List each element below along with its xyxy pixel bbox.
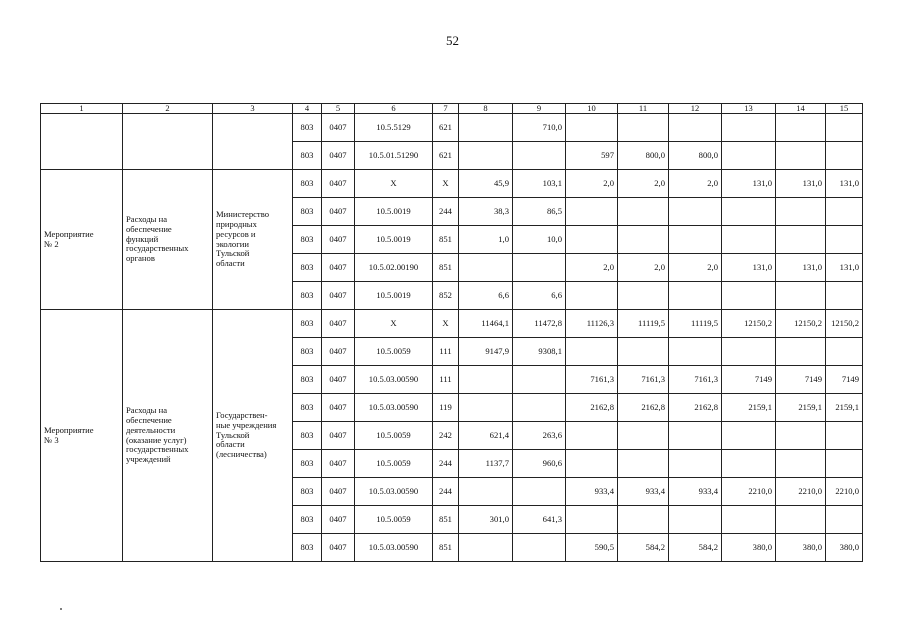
table-cell bbox=[566, 422, 618, 450]
table-cell bbox=[459, 142, 513, 170]
table-cell: 131,0 bbox=[776, 170, 826, 198]
description-cell bbox=[123, 170, 213, 310]
table-cell bbox=[513, 394, 566, 422]
table-cell bbox=[826, 506, 863, 534]
table-cell bbox=[566, 114, 618, 142]
table-cell bbox=[566, 282, 618, 310]
table-cell: 263,6 bbox=[513, 422, 566, 450]
table-cell: 803 bbox=[293, 394, 322, 422]
table-cell bbox=[669, 198, 722, 226]
table-cell: 10.5.0059 bbox=[355, 506, 433, 534]
table-cell bbox=[826, 422, 863, 450]
table-cell bbox=[618, 226, 669, 254]
table-cell: 10.5.0019 bbox=[355, 226, 433, 254]
table-cell: 851 bbox=[433, 534, 459, 562]
table-cell bbox=[513, 534, 566, 562]
executor-cell-text: Государствен- ные учреждения Тульской области (лесничества) bbox=[216, 409, 277, 460]
table-cell: 933,4 bbox=[566, 478, 618, 506]
table-cell: 2,0 bbox=[618, 170, 669, 198]
table-cell: 803 bbox=[293, 338, 322, 366]
table-cell bbox=[826, 114, 863, 142]
table-cell: 803 bbox=[293, 170, 322, 198]
table-cell: X bbox=[355, 310, 433, 338]
table-cell bbox=[513, 254, 566, 282]
table-cell: 2159,1 bbox=[722, 394, 776, 422]
table-cell: 9147,9 bbox=[459, 338, 513, 366]
table-cell: 960,6 bbox=[513, 450, 566, 478]
table-cell bbox=[722, 282, 776, 310]
table-cell: 0407 bbox=[322, 226, 355, 254]
table-cell: 2162,8 bbox=[566, 394, 618, 422]
table-cell bbox=[669, 114, 722, 142]
table-cell: 803 bbox=[293, 422, 322, 450]
table-cell: 621,4 bbox=[459, 422, 513, 450]
table-cell bbox=[826, 226, 863, 254]
column-number-3: 3 bbox=[213, 104, 293, 114]
table-cell: 1,0 bbox=[459, 226, 513, 254]
table-cell bbox=[513, 142, 566, 170]
table-cell bbox=[618, 506, 669, 534]
table-cell bbox=[566, 450, 618, 478]
table-cell bbox=[669, 338, 722, 366]
column-number-11: 11 bbox=[618, 104, 669, 114]
table-cell bbox=[776, 142, 826, 170]
table-cell: 803 bbox=[293, 114, 322, 142]
table-cell: 0407 bbox=[322, 478, 355, 506]
table-cell: 2,0 bbox=[618, 254, 669, 282]
table-cell bbox=[776, 114, 826, 142]
table-cell bbox=[722, 506, 776, 534]
table-cell: 933,4 bbox=[669, 478, 722, 506]
table-cell: 103,1 bbox=[513, 170, 566, 198]
table-cell bbox=[722, 338, 776, 366]
table-cell: 0407 bbox=[322, 366, 355, 394]
table-cell bbox=[826, 142, 863, 170]
table-cell bbox=[669, 282, 722, 310]
table-cell: 10.5.03.00590 bbox=[355, 534, 433, 562]
table-cell bbox=[776, 506, 826, 534]
table-cell: 803 bbox=[293, 282, 322, 310]
table-cell bbox=[459, 114, 513, 142]
table-cell: 244 bbox=[433, 450, 459, 478]
column-number-2: 2 bbox=[123, 104, 213, 114]
table-cell: 9308,1 bbox=[513, 338, 566, 366]
table-cell: 0407 bbox=[322, 394, 355, 422]
table-cell: 11472,8 bbox=[513, 310, 566, 338]
table-cell: 131,0 bbox=[826, 170, 863, 198]
table-cell: 11126,3 bbox=[566, 310, 618, 338]
table-cell: 11464,1 bbox=[459, 310, 513, 338]
table-cell bbox=[566, 198, 618, 226]
table-cell: 0407 bbox=[322, 170, 355, 198]
table-cell: 244 bbox=[433, 478, 459, 506]
table-cell bbox=[618, 114, 669, 142]
table-cell: 0407 bbox=[322, 338, 355, 366]
table-cell bbox=[669, 226, 722, 254]
column-number-14: 14 bbox=[776, 104, 826, 114]
event-cell bbox=[41, 170, 123, 310]
table-cell: 2,0 bbox=[669, 170, 722, 198]
table-cell: 301,0 bbox=[459, 506, 513, 534]
table-cell bbox=[618, 198, 669, 226]
table-cell: 0407 bbox=[322, 254, 355, 282]
table-cell bbox=[618, 282, 669, 310]
table-cell: 597 bbox=[566, 142, 618, 170]
table-cell bbox=[459, 534, 513, 562]
table-cell bbox=[513, 478, 566, 506]
table-row bbox=[41, 114, 863, 142]
table-cell bbox=[669, 450, 722, 478]
table-cell: 0407 bbox=[322, 198, 355, 226]
table-row bbox=[41, 310, 863, 338]
table-cell bbox=[826, 198, 863, 226]
table-cell: X bbox=[355, 170, 433, 198]
table-cell: 242 bbox=[433, 422, 459, 450]
table-cell: 7161,3 bbox=[669, 366, 722, 394]
table-cell: 800,0 bbox=[618, 142, 669, 170]
budget-table bbox=[40, 103, 863, 562]
table-cell: 851 bbox=[433, 506, 459, 534]
table-cell bbox=[722, 198, 776, 226]
column-number-4: 4 bbox=[293, 104, 322, 114]
table-cell: 0407 bbox=[322, 282, 355, 310]
table-cell bbox=[826, 450, 863, 478]
table-cell: 10.5.01.51290 bbox=[355, 142, 433, 170]
table-cell: 584,2 bbox=[618, 534, 669, 562]
table-cell: 45,9 bbox=[459, 170, 513, 198]
table-cell: 2159,1 bbox=[776, 394, 826, 422]
table-cell: 803 bbox=[293, 534, 322, 562]
table-cell: 7161,3 bbox=[566, 366, 618, 394]
table-cell: 11119,5 bbox=[669, 310, 722, 338]
table-cell: 2162,8 bbox=[618, 394, 669, 422]
column-number-6: 6 bbox=[355, 104, 433, 114]
table-cell: 2,0 bbox=[669, 254, 722, 282]
table-cell: 7161,3 bbox=[618, 366, 669, 394]
table-cell: 10.5.02.00190 bbox=[355, 254, 433, 282]
table-cell: 111 bbox=[433, 338, 459, 366]
table-cell: 851 bbox=[433, 254, 459, 282]
table-cell: 380,0 bbox=[722, 534, 776, 562]
table-cell: 0407 bbox=[322, 506, 355, 534]
scan-dot bbox=[60, 608, 62, 610]
table-cell: 111 bbox=[433, 366, 459, 394]
table-cell bbox=[776, 422, 826, 450]
table-cell: 10.5.03.00590 bbox=[355, 478, 433, 506]
column-number-row bbox=[41, 104, 863, 114]
column-number-1: 1 bbox=[41, 104, 123, 114]
event-cell-text: Мероприятие № 3 bbox=[44, 424, 94, 445]
table-cell bbox=[513, 366, 566, 394]
table-cell bbox=[826, 282, 863, 310]
table-cell bbox=[722, 226, 776, 254]
table-cell: 803 bbox=[293, 254, 322, 282]
table-cell: 10.5.0019 bbox=[355, 198, 433, 226]
table-cell: 851 bbox=[433, 226, 459, 254]
table-cell: 803 bbox=[293, 142, 322, 170]
table-cell: 7149 bbox=[826, 366, 863, 394]
table-cell: 119 bbox=[433, 394, 459, 422]
table-cell: 244 bbox=[433, 198, 459, 226]
table-cell: 803 bbox=[293, 198, 322, 226]
table-cell: 933,4 bbox=[618, 478, 669, 506]
table-cell: 12150,2 bbox=[722, 310, 776, 338]
table-cell: 10.5.03.00590 bbox=[355, 366, 433, 394]
table-cell bbox=[776, 282, 826, 310]
table-cell: 590,5 bbox=[566, 534, 618, 562]
table-cell: 2210,0 bbox=[722, 478, 776, 506]
table-cell: 131,0 bbox=[826, 254, 863, 282]
table-cell bbox=[459, 366, 513, 394]
page-number: 52 bbox=[446, 33, 459, 48]
table-cell bbox=[459, 254, 513, 282]
table-cell: 131,0 bbox=[722, 170, 776, 198]
table-cell: 6,6 bbox=[513, 282, 566, 310]
column-number-9: 9 bbox=[513, 104, 566, 114]
table-cell bbox=[459, 394, 513, 422]
column-number-8: 8 bbox=[459, 104, 513, 114]
table-cell: 0407 bbox=[322, 310, 355, 338]
table-cell: 380,0 bbox=[826, 534, 863, 562]
table-cell: 10.5.03.00590 bbox=[355, 394, 433, 422]
table-cell: 2162,8 bbox=[669, 394, 722, 422]
table-cell: 38,3 bbox=[459, 198, 513, 226]
table-cell: X bbox=[433, 310, 459, 338]
table-cell: 0407 bbox=[322, 450, 355, 478]
description-cell bbox=[123, 310, 213, 562]
table-cell: 131,0 bbox=[722, 254, 776, 282]
table-cell bbox=[826, 338, 863, 366]
column-number-13: 13 bbox=[722, 104, 776, 114]
table-cell: 11119,5 bbox=[618, 310, 669, 338]
table-cell: 803 bbox=[293, 226, 322, 254]
column-number-5: 5 bbox=[322, 104, 355, 114]
table-cell: 2,0 bbox=[566, 254, 618, 282]
table-cell: 12150,2 bbox=[776, 310, 826, 338]
table-cell bbox=[459, 478, 513, 506]
column-number-10: 10 bbox=[566, 104, 618, 114]
table-cell: 2210,0 bbox=[776, 478, 826, 506]
table-cell: 0407 bbox=[322, 114, 355, 142]
table-cell: 10.5.0059 bbox=[355, 422, 433, 450]
table-cell: 131,0 bbox=[776, 254, 826, 282]
table-cell: 0407 bbox=[322, 534, 355, 562]
description-cell-text: Расходы на обеспечение деятельности (оказание услуг) государственных учреждений bbox=[126, 404, 189, 465]
table-cell: 12150,2 bbox=[826, 310, 863, 338]
table-cell: 1137,7 bbox=[459, 450, 513, 478]
executor-cell bbox=[213, 310, 293, 562]
table-cell: 803 bbox=[293, 506, 322, 534]
description-cell-text: Расходы на обеспечение функций государственных органов bbox=[126, 213, 189, 264]
table-cell: 0407 bbox=[322, 142, 355, 170]
table-cell: 0407 bbox=[322, 422, 355, 450]
table-cell: 584,2 bbox=[669, 534, 722, 562]
table-cell bbox=[669, 506, 722, 534]
table-cell bbox=[618, 422, 669, 450]
table-cell: 800,0 bbox=[669, 142, 722, 170]
description-cell bbox=[123, 114, 213, 170]
table-cell: 710,0 bbox=[513, 114, 566, 142]
table-cell: 10.5.0019 bbox=[355, 282, 433, 310]
table-cell bbox=[776, 226, 826, 254]
table-cell: 803 bbox=[293, 366, 322, 394]
event-cell bbox=[41, 310, 123, 562]
table-cell: 803 bbox=[293, 478, 322, 506]
column-number-15: 15 bbox=[826, 104, 863, 114]
table-cell: 2210,0 bbox=[826, 478, 863, 506]
table-cell bbox=[566, 338, 618, 366]
table-cell bbox=[776, 338, 826, 366]
table-cell: 10.5.5129 bbox=[355, 114, 433, 142]
table-cell bbox=[722, 422, 776, 450]
table-cell: 7149 bbox=[722, 366, 776, 394]
table-cell: 6,6 bbox=[459, 282, 513, 310]
event-cell bbox=[41, 114, 123, 170]
table-cell: 2,0 bbox=[566, 170, 618, 198]
table-cell: 10.5.0059 bbox=[355, 450, 433, 478]
column-number-12: 12 bbox=[669, 104, 722, 114]
table-cell: 86,5 bbox=[513, 198, 566, 226]
executor-cell-text: Министерство природных ресурсов и экологии Тульской области bbox=[216, 208, 269, 269]
table-cell bbox=[566, 506, 618, 534]
table-cell: 7149 bbox=[776, 366, 826, 394]
table-row bbox=[41, 170, 863, 198]
table-cell: 2159,1 bbox=[826, 394, 863, 422]
table-cell: 621 bbox=[433, 142, 459, 170]
table-cell: 10.5.0059 bbox=[355, 338, 433, 366]
table-cell: 10,0 bbox=[513, 226, 566, 254]
column-number-7: 7 bbox=[433, 104, 459, 114]
event-cell-text: Мероприятие № 2 bbox=[44, 228, 94, 249]
table-cell bbox=[618, 450, 669, 478]
table-cell: 621 bbox=[433, 114, 459, 142]
table-cell bbox=[722, 450, 776, 478]
executor-cell bbox=[213, 170, 293, 310]
table-cell: 803 bbox=[293, 450, 322, 478]
executor-cell bbox=[213, 114, 293, 170]
table-cell bbox=[618, 338, 669, 366]
table-cell: X bbox=[433, 170, 459, 198]
table-cell: 380,0 bbox=[776, 534, 826, 562]
table-cell bbox=[722, 142, 776, 170]
table-cell bbox=[776, 450, 826, 478]
table-cell bbox=[566, 226, 618, 254]
table-cell bbox=[669, 422, 722, 450]
table-cell: 641,3 bbox=[513, 506, 566, 534]
table-cell bbox=[722, 114, 776, 142]
table-cell: 852 bbox=[433, 282, 459, 310]
table-cell bbox=[776, 198, 826, 226]
table-cell: 803 bbox=[293, 310, 322, 338]
